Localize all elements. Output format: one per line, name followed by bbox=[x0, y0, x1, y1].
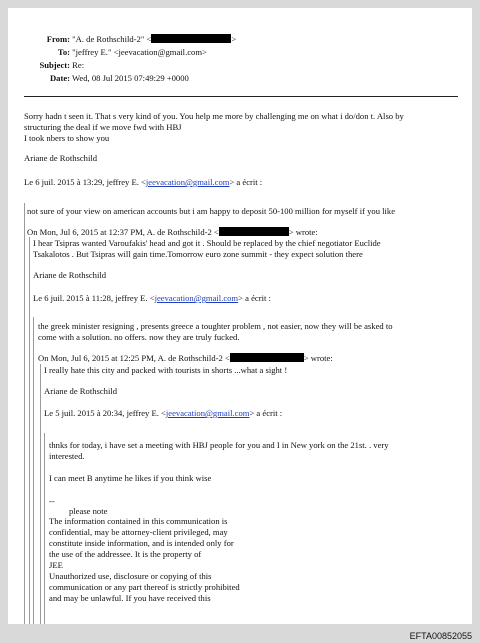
disclaimer-line: The information contained in this communication is bbox=[49, 516, 228, 526]
document-page bbox=[8, 8, 472, 624]
quote-header-3 bbox=[33, 293, 271, 304]
quote-header-1 bbox=[24, 177, 262, 188]
quote-attribution: Le 6 juil. 2015 à 13:29, jeffrey E. < bbox=[24, 177, 146, 187]
header-divider bbox=[24, 96, 458, 97]
body-line: Sorry hadn t seen it. That s very kind of you. You help me more by challenging me on what i do/don t. Also by bbox=[24, 111, 404, 121]
quote-bar-4 bbox=[40, 364, 41, 624]
disclaimer-line: communication or any part thereof is strictly prohibited bbox=[49, 582, 240, 592]
quote-line: I hear Tsipras wanted Varoufakis' head and got it . Should be replaced by the chief negotiator Euclide bbox=[33, 238, 381, 248]
redaction-box bbox=[151, 34, 231, 43]
email-link[interactable]: jeevacation@gmail.com bbox=[145, 177, 230, 187]
quote-bar-5 bbox=[44, 433, 45, 624]
from-end: > bbox=[231, 34, 237, 44]
quote-line: thnks for today, i have set a meeting with HBJ people for you and I in New york on the 21st. . very bbox=[49, 440, 389, 450]
quote-attribution: On Mon, Jul 6, 2015 at 12:25 PM, A. de Rothschild-2 < bbox=[38, 353, 230, 363]
quote-line: the greek minister resigning , presents greece a toughter problem , not easier, now they will be asked to bbox=[38, 321, 393, 331]
quote-attribution-end: > a écrit : bbox=[249, 408, 283, 418]
header-from bbox=[30, 34, 236, 45]
quote-line: I really hate this city and packed with tourists in shorts ...what a sight ! bbox=[44, 365, 288, 375]
document-id: EFTA00852055 bbox=[409, 631, 472, 641]
quote-attribution-end: > a écrit : bbox=[238, 293, 271, 303]
disclaimer-line: the use of the addressee. It is the property of bbox=[49, 549, 202, 559]
from-label: From: bbox=[46, 34, 70, 44]
quote-attribution: Le 5 juil. 2015 à 20:34, jeffrey E. < bbox=[44, 408, 166, 418]
quote-line: come with a solution. no offers. now they are truly fucked. bbox=[38, 332, 240, 342]
header-subject bbox=[30, 60, 84, 71]
date-label: Date: bbox=[49, 73, 70, 83]
quote-attribution: Le 6 juil. 2015 à 11:28, jeffrey E. < bbox=[33, 293, 155, 303]
from-value: "A. de Rothschild-2" < bbox=[72, 34, 152, 44]
date-value: Wed, 08 Jul 2015 07:49:29 +0000 bbox=[72, 73, 189, 83]
to-label: To: bbox=[57, 47, 70, 57]
header-date bbox=[30, 73, 189, 84]
disclaimer-line: Unauthorized use, disclosure or copying of this bbox=[49, 571, 212, 581]
quote-header-4 bbox=[38, 353, 333, 364]
quote-bar-2 bbox=[29, 237, 30, 624]
quote-header-2 bbox=[27, 227, 318, 238]
to-value: "jeffrey E." <jeevacation@gmail.com> bbox=[72, 47, 207, 57]
disclaimer-line: constitute inside information, and is intended only for bbox=[49, 538, 234, 548]
signature-separator: -- bbox=[49, 496, 55, 506]
quote-line: I can meet B anytime he likes if you think wise bbox=[49, 473, 212, 483]
quote-attribution: On Mon, Jul 6, 2015 at 12:37 PM, A. de Rothschild-2 < bbox=[27, 227, 219, 237]
quote-line: not sure of your view on american accounts but i am happy to deposit 50-100 million for myself if you like bbox=[27, 206, 396, 216]
disclaimer-line: and may be unlawful. If you have received this bbox=[49, 593, 211, 603]
quote-attribution-end: > wrote: bbox=[303, 353, 333, 363]
quote-line: Tsakalotos . But Tsipras will gain time.Tomorrow euro zone summit - they expect solution there bbox=[33, 249, 363, 259]
signature: Ariane de Rothschild bbox=[24, 153, 98, 163]
quote-attribution-end: > a écrit : bbox=[229, 177, 263, 187]
redaction-box bbox=[219, 227, 289, 236]
quote-attribution-end: > wrote: bbox=[288, 227, 318, 237]
signature: Ariane de Rothschild bbox=[33, 270, 107, 280]
subject-label: Subject: bbox=[39, 60, 70, 70]
quote-header-5 bbox=[44, 408, 282, 419]
disclaimer-line: confidential, may be attorney-client privileged, may bbox=[49, 527, 228, 537]
email-link[interactable]: jeevacation@gmail.com bbox=[165, 408, 250, 418]
disclaimer-line: JEE bbox=[49, 560, 63, 570]
disclaimer-heading: please note bbox=[69, 506, 108, 516]
body-line: I took nbers to show you bbox=[24, 133, 110, 143]
quote-bar-3 bbox=[33, 317, 34, 624]
header-to bbox=[30, 47, 207, 58]
body-line: structuring the deal if we move fwd with HBJ bbox=[24, 122, 182, 132]
quote-line: interested. bbox=[49, 451, 85, 461]
email-link[interactable]: jeevacation@gmail.com bbox=[154, 293, 239, 303]
quote-bar-1 bbox=[24, 203, 25, 624]
signature: Ariane de Rothschild bbox=[44, 386, 118, 396]
subject-value: Re: bbox=[72, 60, 85, 70]
redaction-box bbox=[230, 353, 304, 362]
